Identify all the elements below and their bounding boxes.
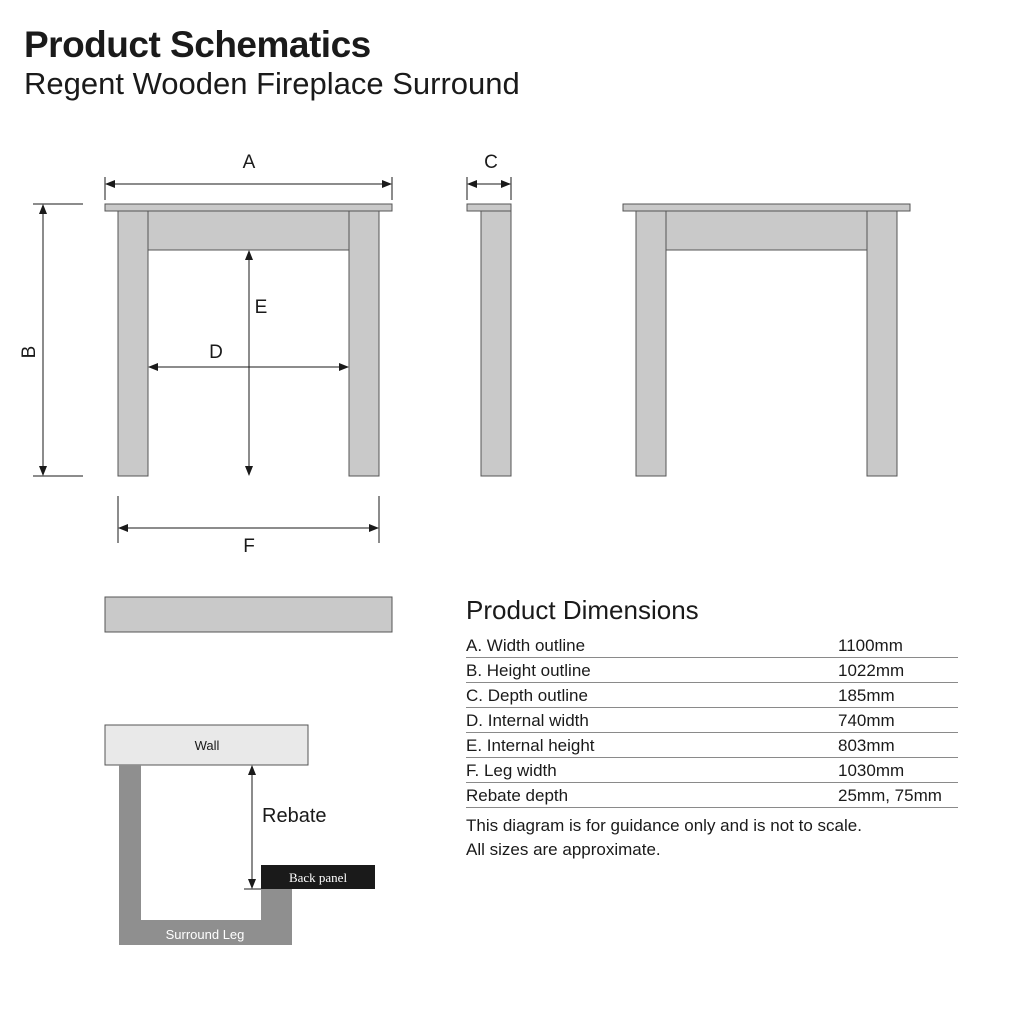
table-row xyxy=(466,633,958,658)
dimension-name: B. Height outline xyxy=(466,657,838,682)
product-dimensions-section xyxy=(466,596,958,862)
dimension-b xyxy=(19,204,83,476)
wall-label: Wall xyxy=(194,738,220,753)
notes xyxy=(466,814,958,862)
rear-left-leg xyxy=(636,211,666,476)
dimension-value: 185mm xyxy=(838,682,958,707)
dimension-d-label: D xyxy=(209,342,223,363)
rebate-label: Rebate xyxy=(262,805,327,827)
dimension-b-label: B xyxy=(19,345,40,359)
table-row xyxy=(466,782,958,807)
approximate-note: All sizes are approximate. xyxy=(466,839,661,859)
dimensions-table xyxy=(466,633,958,808)
back-panel-label: Back panel xyxy=(288,870,348,885)
rebate-detail xyxy=(105,725,375,945)
side-view xyxy=(467,204,511,476)
front-right-leg xyxy=(349,211,379,476)
dimensions-title: Product Dimensions xyxy=(466,595,699,625)
dimension-value: 1022mm xyxy=(838,657,958,682)
front-left-leg xyxy=(118,211,148,476)
surround-leg-label: Surround Leg xyxy=(165,927,245,942)
table-row xyxy=(466,732,958,757)
dimension-name: Rebate depth xyxy=(466,782,838,807)
dimension-a-label: A xyxy=(242,152,256,173)
dimension-name: E. Internal height xyxy=(466,732,838,757)
dimension-e xyxy=(249,251,267,475)
surround-leg-profile xyxy=(119,765,292,945)
table-row xyxy=(466,707,958,732)
dimension-a xyxy=(105,152,392,200)
dimension-f xyxy=(118,496,379,557)
front-mantel-shelf xyxy=(105,204,392,211)
dimension-value: 803mm xyxy=(838,732,958,757)
rear-mantel-shelf xyxy=(623,204,910,211)
side-leg xyxy=(481,211,511,476)
front-frieze xyxy=(148,211,349,250)
dimension-name: F. Leg width xyxy=(466,757,838,782)
dimension-value: 1100mm xyxy=(838,633,958,658)
dimension-name: D. Internal width xyxy=(466,707,838,732)
page-subtitle: Regent Wooden Fireplace Surround xyxy=(24,66,520,101)
rear-view xyxy=(623,204,910,476)
table-row xyxy=(466,682,958,707)
dimension-f-label: F xyxy=(243,536,255,557)
dimension-name: A. Width outline xyxy=(466,633,838,658)
dimension-e-label: E xyxy=(254,297,268,318)
plan-view-shelf xyxy=(105,597,392,632)
side-mantel-shelf xyxy=(467,204,511,211)
dimension-value: 1030mm xyxy=(838,757,958,782)
dimension-name: C. Depth outline xyxy=(466,682,838,707)
dimension-value: 25mm, 75mm xyxy=(838,782,958,807)
page-title: Product Schematics xyxy=(24,24,371,65)
guidance-note: This diagram is for guidance only and is not to scale. xyxy=(466,815,862,835)
dimension-c xyxy=(467,152,511,200)
table-row xyxy=(466,657,958,682)
table-row xyxy=(466,757,958,782)
dimension-value: 740mm xyxy=(838,707,958,732)
dimension-c-label: C xyxy=(484,152,498,173)
rear-right-leg xyxy=(867,211,897,476)
rear-frieze xyxy=(666,211,867,250)
